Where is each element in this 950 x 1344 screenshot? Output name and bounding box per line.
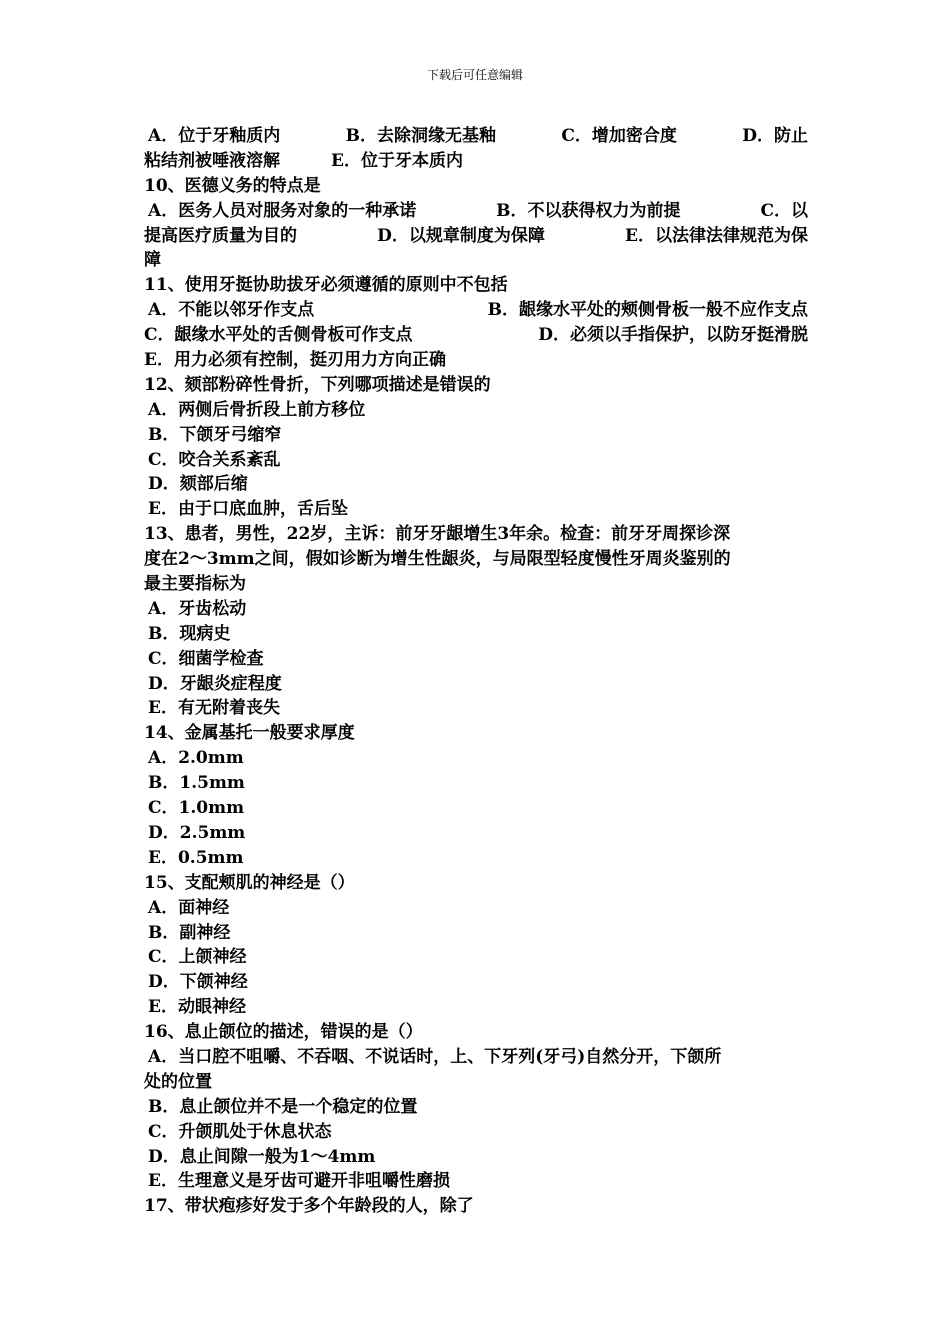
text-segment: A．不能以邻牙作支点 xyxy=(148,300,315,321)
text-segment: 提高医疗质量为目的 xyxy=(144,225,297,246)
text-line: 14、金属基托一般要求厚度 xyxy=(144,723,355,744)
text-line: E．有无附着丧失 xyxy=(148,698,280,719)
text-line: A．当口腔不咀嚼、不吞咽、不说话时，上、下牙列(牙弓)自然分开，下颌所 xyxy=(148,1046,722,1067)
text-line: C．升颌肌处于休息状态 xyxy=(148,1121,332,1142)
text-segment: E．以法律法律规范为保 xyxy=(625,225,808,246)
text-line: A．2.0mm xyxy=(148,748,244,769)
text-line: 障 xyxy=(144,250,161,271)
text-segment: D．以规章制度为保障 xyxy=(377,225,545,246)
text-line: C．咬合关系紊乱 xyxy=(148,449,281,470)
text-line: 15、支配颊肌的神经是（） xyxy=(144,872,355,893)
text-segment: A．位于牙釉质内 xyxy=(148,126,281,146)
text-segment: D．防止 xyxy=(742,126,808,146)
text-line: C．细菌学检查 xyxy=(148,648,264,669)
text-line: D．牙龈炎症程度 xyxy=(148,673,282,694)
text-segment: B．不以获得权力为前提 xyxy=(496,200,681,221)
text-line xyxy=(144,224,808,249)
text-line: B．副神经 xyxy=(148,922,231,943)
text-line: A．牙齿松动 xyxy=(148,598,247,619)
text-line: D．颏部后缩 xyxy=(148,474,248,495)
text-line: 11、使用牙挺协助拔牙必须遵循的原则中不包括 xyxy=(144,275,508,296)
text-line xyxy=(144,124,808,149)
text-line: E．动眼神经 xyxy=(148,997,246,1018)
text-segment: C．龈缘水平处的舌侧骨板可作支点 xyxy=(144,325,413,346)
text-line: 16、息止颌位的描述，错误的是（） xyxy=(144,1022,423,1043)
text-line: E．0.5mm xyxy=(148,847,244,868)
text-line: E．用力必须有控制，挺刃用力方向正确 xyxy=(144,350,446,371)
text-segment: C．以 xyxy=(760,200,808,221)
text-line: D．2.5mm xyxy=(148,822,246,843)
text-segment: B．去除洞缘无基釉 xyxy=(345,126,496,146)
text-line: E．生理意义是牙齿可避开非咀嚼性磨损 xyxy=(148,1171,450,1192)
page-header: 下载后可任意编辑 xyxy=(426,68,523,82)
text-line: 粘结剂被唾液溶解 E．位于牙本质内 xyxy=(144,150,463,171)
document-body xyxy=(144,124,808,1219)
text-line: E．由于口底血肿，舌后坠 xyxy=(148,499,348,520)
text-segment: A．医务人员对服务对象的一种承诺 xyxy=(148,200,417,221)
text-line: 处的位置 xyxy=(144,1071,212,1092)
text-line: A．面神经 xyxy=(148,897,230,918)
text-line: C．上颌神经 xyxy=(148,947,247,968)
text-line: 最主要指标为 xyxy=(144,574,246,595)
text-segment: D．必须以手指保护，以防牙挺滑脱 xyxy=(538,325,808,346)
text-line xyxy=(144,199,808,224)
text-line: 度在2～3mm之间，假如诊断为增生性龈炎，与局限型轻度慢性牙周炎鉴别的 xyxy=(144,549,731,570)
text-line: C．1.0mm xyxy=(148,798,245,819)
text-segment: C．增加密合度 xyxy=(561,126,677,146)
text-line: B．1.5mm xyxy=(148,773,245,794)
text-line: 10、医德义务的特点是 xyxy=(144,175,321,196)
text-line xyxy=(144,298,808,323)
text-line: D．息止间隙一般为1～4mm xyxy=(148,1146,376,1167)
text-line: 12、颏部粉碎性骨折，下列哪项描述是错误的 xyxy=(144,374,491,395)
text-line: 17、带状疱疹好发于多个年龄段的人，除了 xyxy=(144,1196,474,1217)
text-line: A．两侧后骨折段上前方移位 xyxy=(148,399,366,420)
text-line: 13、患者，男性，22岁，主诉：前牙牙龈增生3年余。检查：前牙牙周探诊深 xyxy=(144,524,731,545)
text-line: D．下颌神经 xyxy=(148,972,248,993)
text-line: B．息止颌位并不是一个稳定的位置 xyxy=(148,1096,418,1117)
text-line: B．下颌牙弓缩窄 xyxy=(148,424,282,445)
text-segment: B．龈缘水平处的颊侧骨板一般不应作支点 xyxy=(487,300,808,321)
text-line: B．现病史 xyxy=(148,623,231,644)
text-line xyxy=(144,323,808,348)
